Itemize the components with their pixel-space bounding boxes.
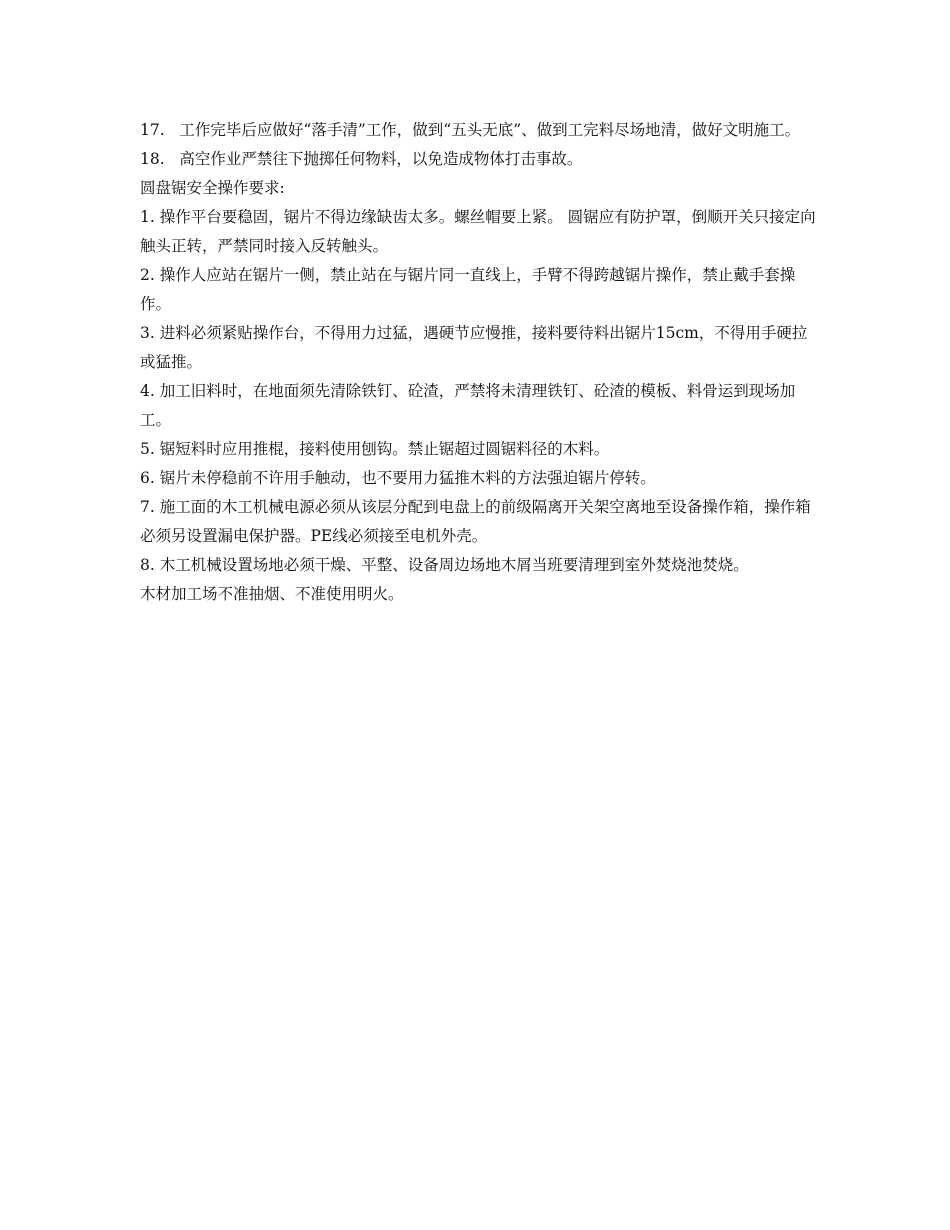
- closing-rule: 木材加工场不准抽烟、不准使用明火。: [140, 585, 404, 603]
- document-body: [140, 116, 820, 609]
- item-18: 18. 高空作业严禁往下抛掷任何物料，以免造成物体打击事故。: [140, 150, 583, 168]
- saw-rule-6: 6. 锯片未停稳前不许用手触动，也不要用力猛推木料的方法强迫锯片停转。: [140, 469, 656, 487]
- saw-rule-2: 2. 操作人应站在锯片一侧，禁止站在与锯片同一直线上，手臂不得跨越锯片操作，禁止戴手套操作。: [140, 266, 796, 313]
- saw-rule-5: 5. 锯短料时应用推棍，接料使用刨钩。禁止锯超过圆锯料径的木料。: [140, 440, 610, 458]
- section-heading-circular-saw: 圆盘锯安全操作要求:: [140, 179, 285, 197]
- saw-rule-1: 1. 操作平台要稳固，锯片不得边缘缺齿太多。螺丝帽要上紧。 圆锯应有防护罩，倒顺开关只接定向触头正转，严禁同时接入反转触头。: [140, 208, 816, 255]
- item-17: 17. 工作完毕后应做好“落手清”工作，做到“五头无底”、做到工完料尽场地清，做好文明施工。: [140, 121, 801, 139]
- saw-rule-4: 4. 加工旧料时，在地面须先清除铁钉、砼渣，严禁将未清理铁钉、砼渣的模板、料骨运到现场加工。: [140, 382, 796, 429]
- saw-rule-7: 7. 施工面的木工机械电源必须从该层分配到电盘上的前级隔离开关架空离地至设备操作箱，操作箱必须另设置漏电保护器。PE线必须接至电机外壳。: [140, 498, 811, 545]
- saw-rule-8: 8. 木工机械设置场地必须干燥、平整、设备周边场地木屑当班要清理到室外焚烧池焚烧。: [140, 556, 749, 574]
- saw-rule-3: 3. 进料必须紧贴操作台，不得用力过猛，遇硬节应慢推，接料要待料出锯片15cm，不得用手硬拉或猛推。: [140, 324, 808, 371]
